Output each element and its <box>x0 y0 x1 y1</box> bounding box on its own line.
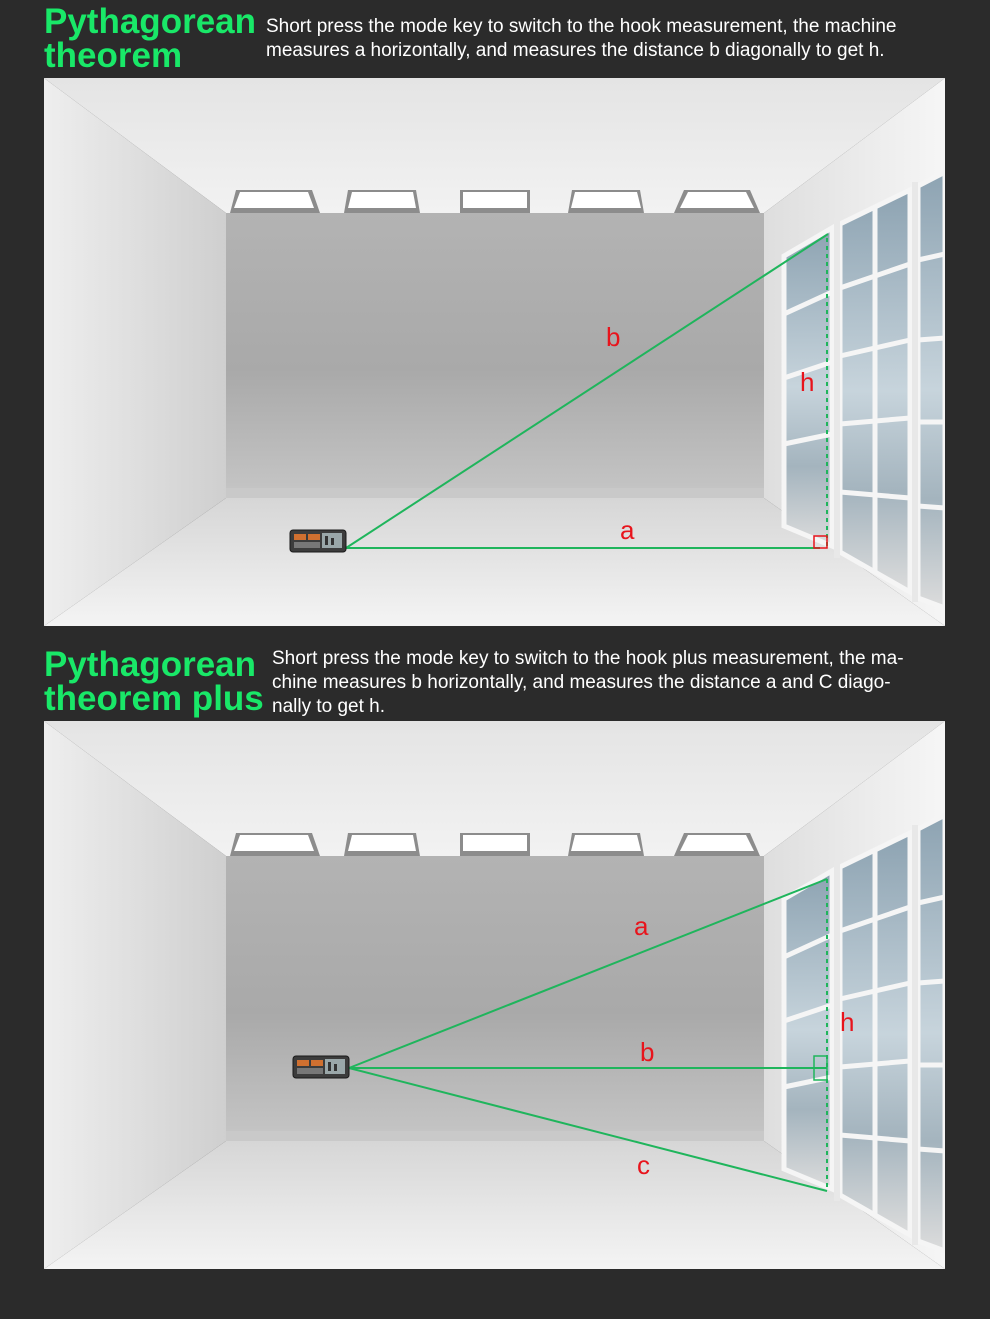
room-illustration <box>44 721 945 1269</box>
ceiling-light-icon <box>568 833 644 856</box>
description-line: Short press the mode key to switch to the hook plus measurement, the ma- <box>272 648 904 669</box>
laser-distance-meter-icon <box>290 530 346 552</box>
laser-distance-meter-icon <box>293 1056 349 1078</box>
title-line: Pythagorean <box>44 645 256 684</box>
room-illustration <box>44 78 945 626</box>
ceiling-light-icon <box>460 190 530 213</box>
section-title <box>44 645 264 718</box>
section-title <box>44 2 256 75</box>
label-h: h <box>840 1007 855 1037</box>
label-c: c <box>637 1150 650 1180</box>
description-line: Short press the mode key to switch to the hook measurement, the machine <box>266 16 897 37</box>
ceiling-light-icon <box>460 833 530 856</box>
label-h: h <box>800 367 815 397</box>
ceiling-light-icon <box>674 190 760 213</box>
title-line: theorem <box>44 36 183 75</box>
title-line: Pythagorean <box>44 2 256 41</box>
label-a: a <box>634 911 649 941</box>
ceiling-light-icon <box>344 190 420 213</box>
section-description <box>266 15 897 63</box>
section-description <box>272 647 904 719</box>
ceiling-light-icon <box>674 833 760 856</box>
label-b: b <box>640 1037 655 1067</box>
ceiling-light-icon <box>230 833 320 856</box>
description-line: chine measures b horizontally, and measures the distance a and C diago- <box>272 672 891 693</box>
title-line: theorem plus <box>44 679 264 718</box>
ceiling-light-icon <box>344 833 420 856</box>
description-line: measures a horizontally, and measures the distance b diagonally to get h. <box>266 40 885 61</box>
ceiling-light-icon <box>568 190 644 213</box>
description-line: nally to get h. <box>272 696 386 717</box>
label-a: a <box>620 515 635 545</box>
ceiling-light-icon <box>230 190 320 213</box>
label-b: b <box>606 322 621 352</box>
